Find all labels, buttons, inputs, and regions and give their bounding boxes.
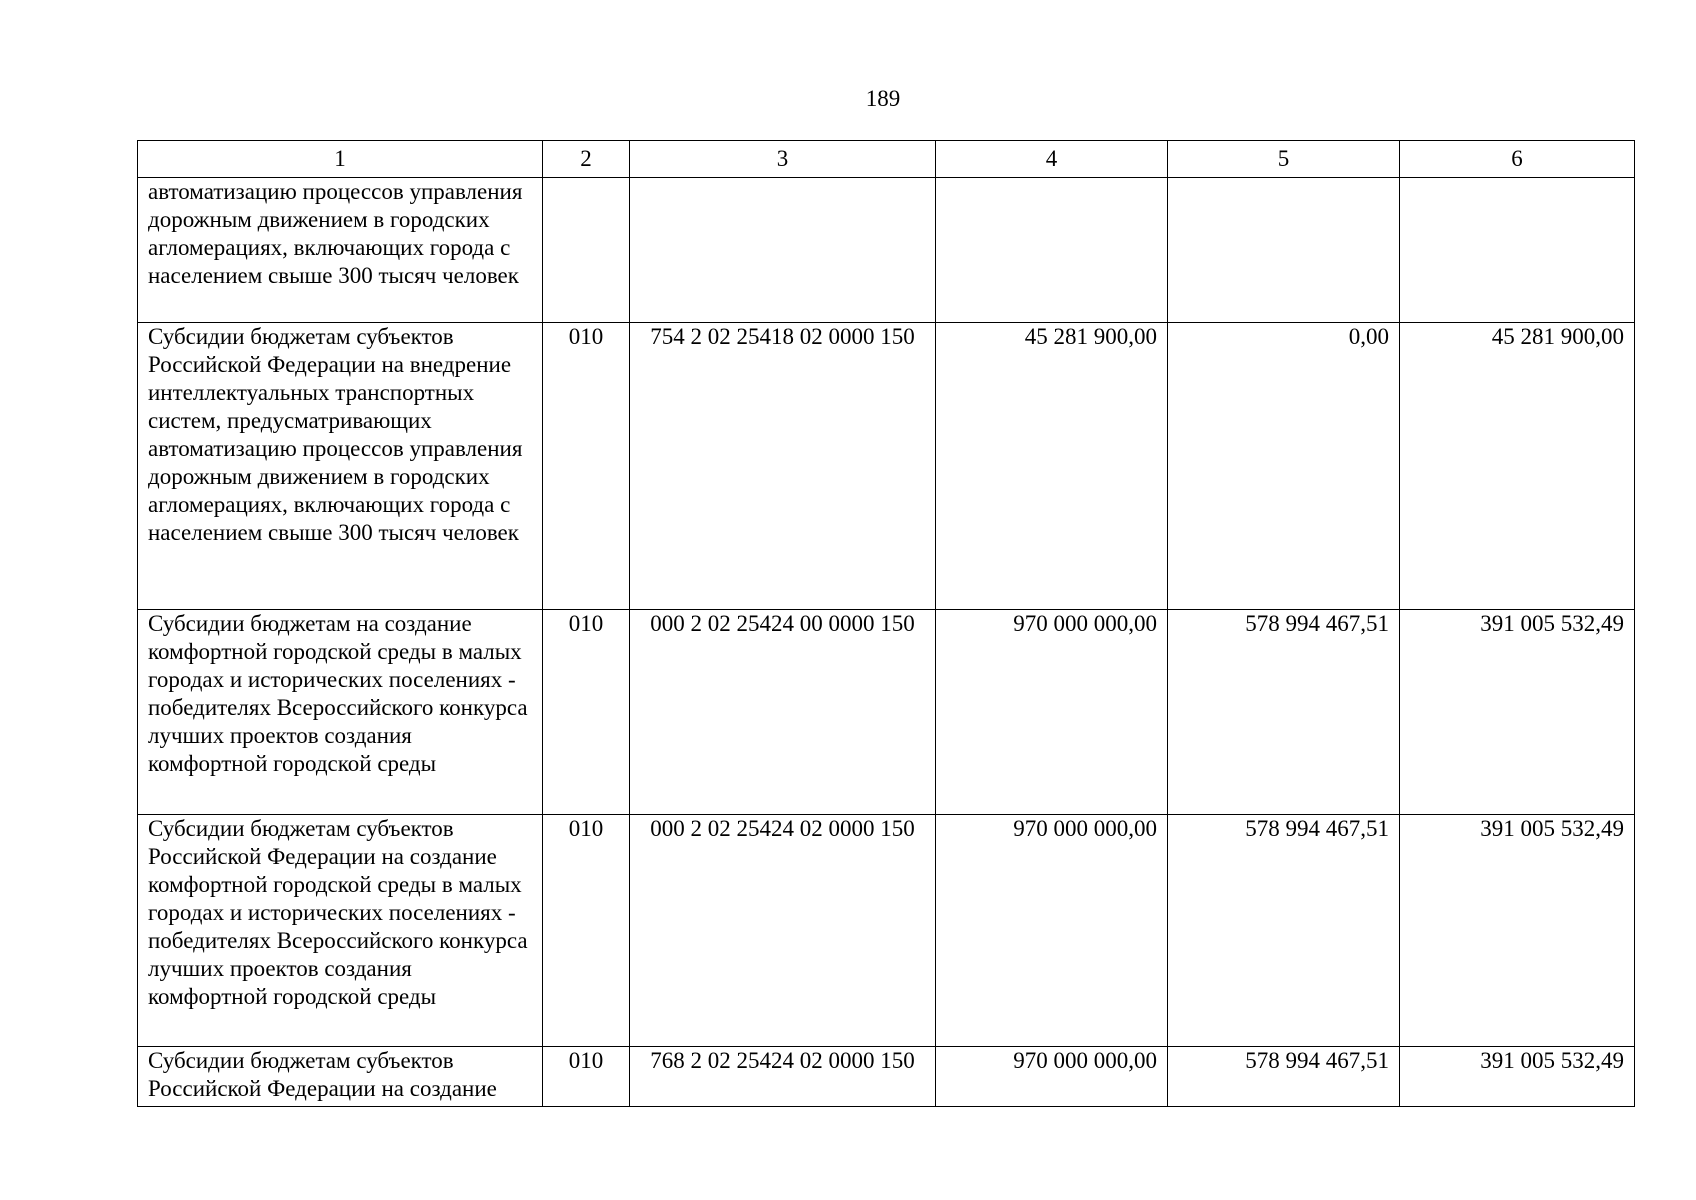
row-code: 010 [543, 1047, 630, 1107]
row-description: Субсидии бюджетам субъектов Российской Федерации на создание [138, 1047, 543, 1107]
row-code: 010 [543, 815, 630, 1047]
row-kbk: 000 2 02 25424 00 0000 150 [630, 610, 936, 815]
row-remaining: 391 005 532,49 [1400, 1047, 1635, 1107]
row-kbk: 754 2 02 25418 02 0000 150 [630, 323, 936, 610]
header-row [138, 141, 1635, 178]
row-code: 010 [543, 610, 630, 815]
table-row [138, 815, 1635, 1047]
column-header-3: 3 [630, 141, 936, 178]
row-planned: 970 000 000,00 [936, 1047, 1168, 1107]
row-planned: 970 000 000,00 [936, 610, 1168, 815]
row-executed: 578 994 467,51 [1168, 815, 1400, 1047]
row-executed: 578 994 467,51 [1168, 610, 1400, 815]
column-header-1: 1 [138, 141, 543, 178]
row-executed [1168, 178, 1400, 323]
column-header-6: 6 [1400, 141, 1635, 178]
row-remaining: 45 281 900,00 [1400, 323, 1635, 610]
column-header-2: 2 [543, 141, 630, 178]
row-kbk [630, 178, 936, 323]
row-executed: 578 994 467,51 [1168, 1047, 1400, 1107]
row-code: 010 [543, 323, 630, 610]
row-description: Субсидии бюджетам на создание комфортной городской среды в малых городах и исторических поселениях - победителях Всероссийского конкурса лучших проектов создания комфортной городской среды [138, 610, 543, 815]
row-remaining [1400, 178, 1635, 323]
row-planned [936, 178, 1168, 323]
row-code [543, 178, 630, 323]
row-executed: 0,00 [1168, 323, 1400, 610]
row-remaining: 391 005 532,49 [1400, 815, 1635, 1047]
row-description: автоматизацию процессов управления дорожным движением в городских агломерациях, включающих города с населением свыше 300 тысяч человек [138, 178, 543, 323]
row-kbk: 768 2 02 25424 02 0000 150 [630, 1047, 936, 1107]
column-header-4: 4 [936, 141, 1168, 178]
row-planned: 45 281 900,00 [936, 323, 1168, 610]
row-description: Субсидии бюджетам субъектов Российской Федерации на создание комфортной городской среды в малых городах и исторических поселениях - победителях Всероссийского конкурса лучших проектов создания комфортной городской среды [138, 815, 543, 1047]
row-remaining: 391 005 532,49 [1400, 610, 1635, 815]
budget-table [137, 140, 1635, 1107]
table-row [138, 323, 1635, 610]
row-kbk: 000 2 02 25424 02 0000 150 [630, 815, 936, 1047]
table-row [138, 1047, 1635, 1107]
row-planned: 970 000 000,00 [936, 815, 1168, 1047]
column-header-5: 5 [1168, 141, 1400, 178]
page-number: 189 [865, 86, 901, 111]
row-description: Субсидии бюджетам субъектов Российской Федерации на внедрение интеллектуальных транспортных систем, предусматривающих автоматизацию процессов управления дорожным движением в городских агломерациях, включающих города с населением свыше 300 тысяч человек [138, 323, 543, 610]
table-row [138, 178, 1635, 323]
table-row [138, 610, 1635, 815]
